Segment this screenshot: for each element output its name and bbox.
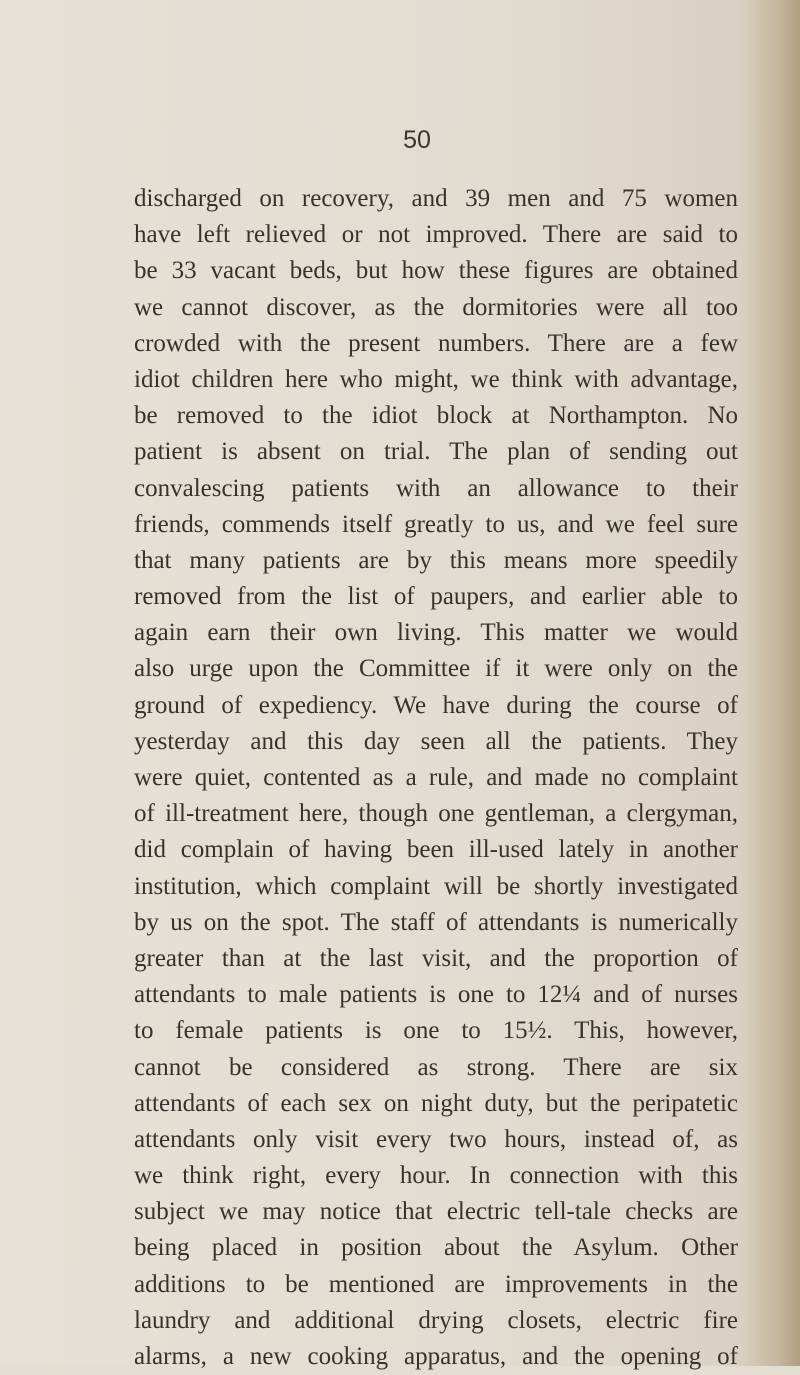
text-line: cannot be considered as strong. There are six bbox=[134, 1053, 738, 1081]
text-line: by us on the spot. The staff of attendants is numerically bbox=[134, 908, 738, 936]
text-line: subject we may notice that electric tell-tale checks are bbox=[134, 1198, 738, 1226]
text-line: we cannot discover, as the dormitories were all too bbox=[134, 293, 738, 321]
body-paragraph bbox=[134, 181, 738, 1375]
text-line: removed from the list of paupers, and earlier able to bbox=[134, 583, 738, 611]
text-line: greater than at the last visit, and the proportion of bbox=[134, 944, 738, 972]
text-line: ground of expediency. We have during the course of bbox=[134, 691, 738, 719]
text-line: also urge upon the Committee if it were only on the bbox=[134, 655, 738, 683]
text-line: we think right, every hour. In connection with this bbox=[134, 1162, 738, 1190]
text-line: crowded with the present numbers. There are a few bbox=[134, 329, 738, 357]
text-line: friends, commends itself greatly to us, and we feel sure bbox=[134, 510, 738, 538]
text-line: were quiet, contented as a rule, and made no complaint bbox=[134, 764, 738, 791]
text-line: that many patients are by this means more speedily bbox=[134, 546, 738, 574]
text-line: of ill-treatment here, though one gentleman, a clergyman, bbox=[134, 800, 738, 828]
text-line: laundry and additional drying closets, electric fire bbox=[134, 1306, 738, 1334]
text-line: did complain of having been ill-used lately in another bbox=[134, 836, 738, 864]
page-edge-shadow bbox=[745, 0, 800, 1366]
text-line: attendants to male patients is one to 12¼ and of nurses bbox=[134, 981, 738, 1009]
page-number: 50 bbox=[403, 126, 431, 154]
text-line: patient is absent on trial. The plan of sending out bbox=[134, 438, 738, 466]
text-line: be removed to the idiot block at Northampton. No bbox=[134, 402, 738, 430]
text-line: be 33 vacant beds, but how these figures are obtained bbox=[134, 257, 738, 285]
text-line: again earn their own living. This matter we would bbox=[134, 619, 738, 647]
text-line: institution, which complaint will be shortly investigated bbox=[134, 872, 738, 900]
text-line: attendants only visit every two hours, instead of, as bbox=[134, 1125, 738, 1153]
text-line: yesterday and this day seen all the patients. They bbox=[134, 727, 738, 755]
text-line: to female patients is one to 15½. This, however, bbox=[134, 1017, 738, 1045]
text-line: discharged on recovery, and 39 men and 75 women bbox=[134, 185, 738, 212]
text-line: have left relieved or not improved. There are said to bbox=[134, 221, 738, 249]
text-line: being placed in position about the Asylum. Other bbox=[134, 1234, 738, 1262]
text-line: idiot children here who might, we think with advantage, bbox=[134, 365, 738, 393]
text-line: alarms, a new cooking apparatus, and the opening of bbox=[134, 1343, 738, 1370]
text-line: additions to be mentioned are improvements in the bbox=[134, 1270, 738, 1298]
text-line: convalescing patients with an allowance to their bbox=[134, 474, 738, 502]
text-line: attendants of each sex on night duty, but the peripatetic bbox=[134, 1089, 738, 1117]
